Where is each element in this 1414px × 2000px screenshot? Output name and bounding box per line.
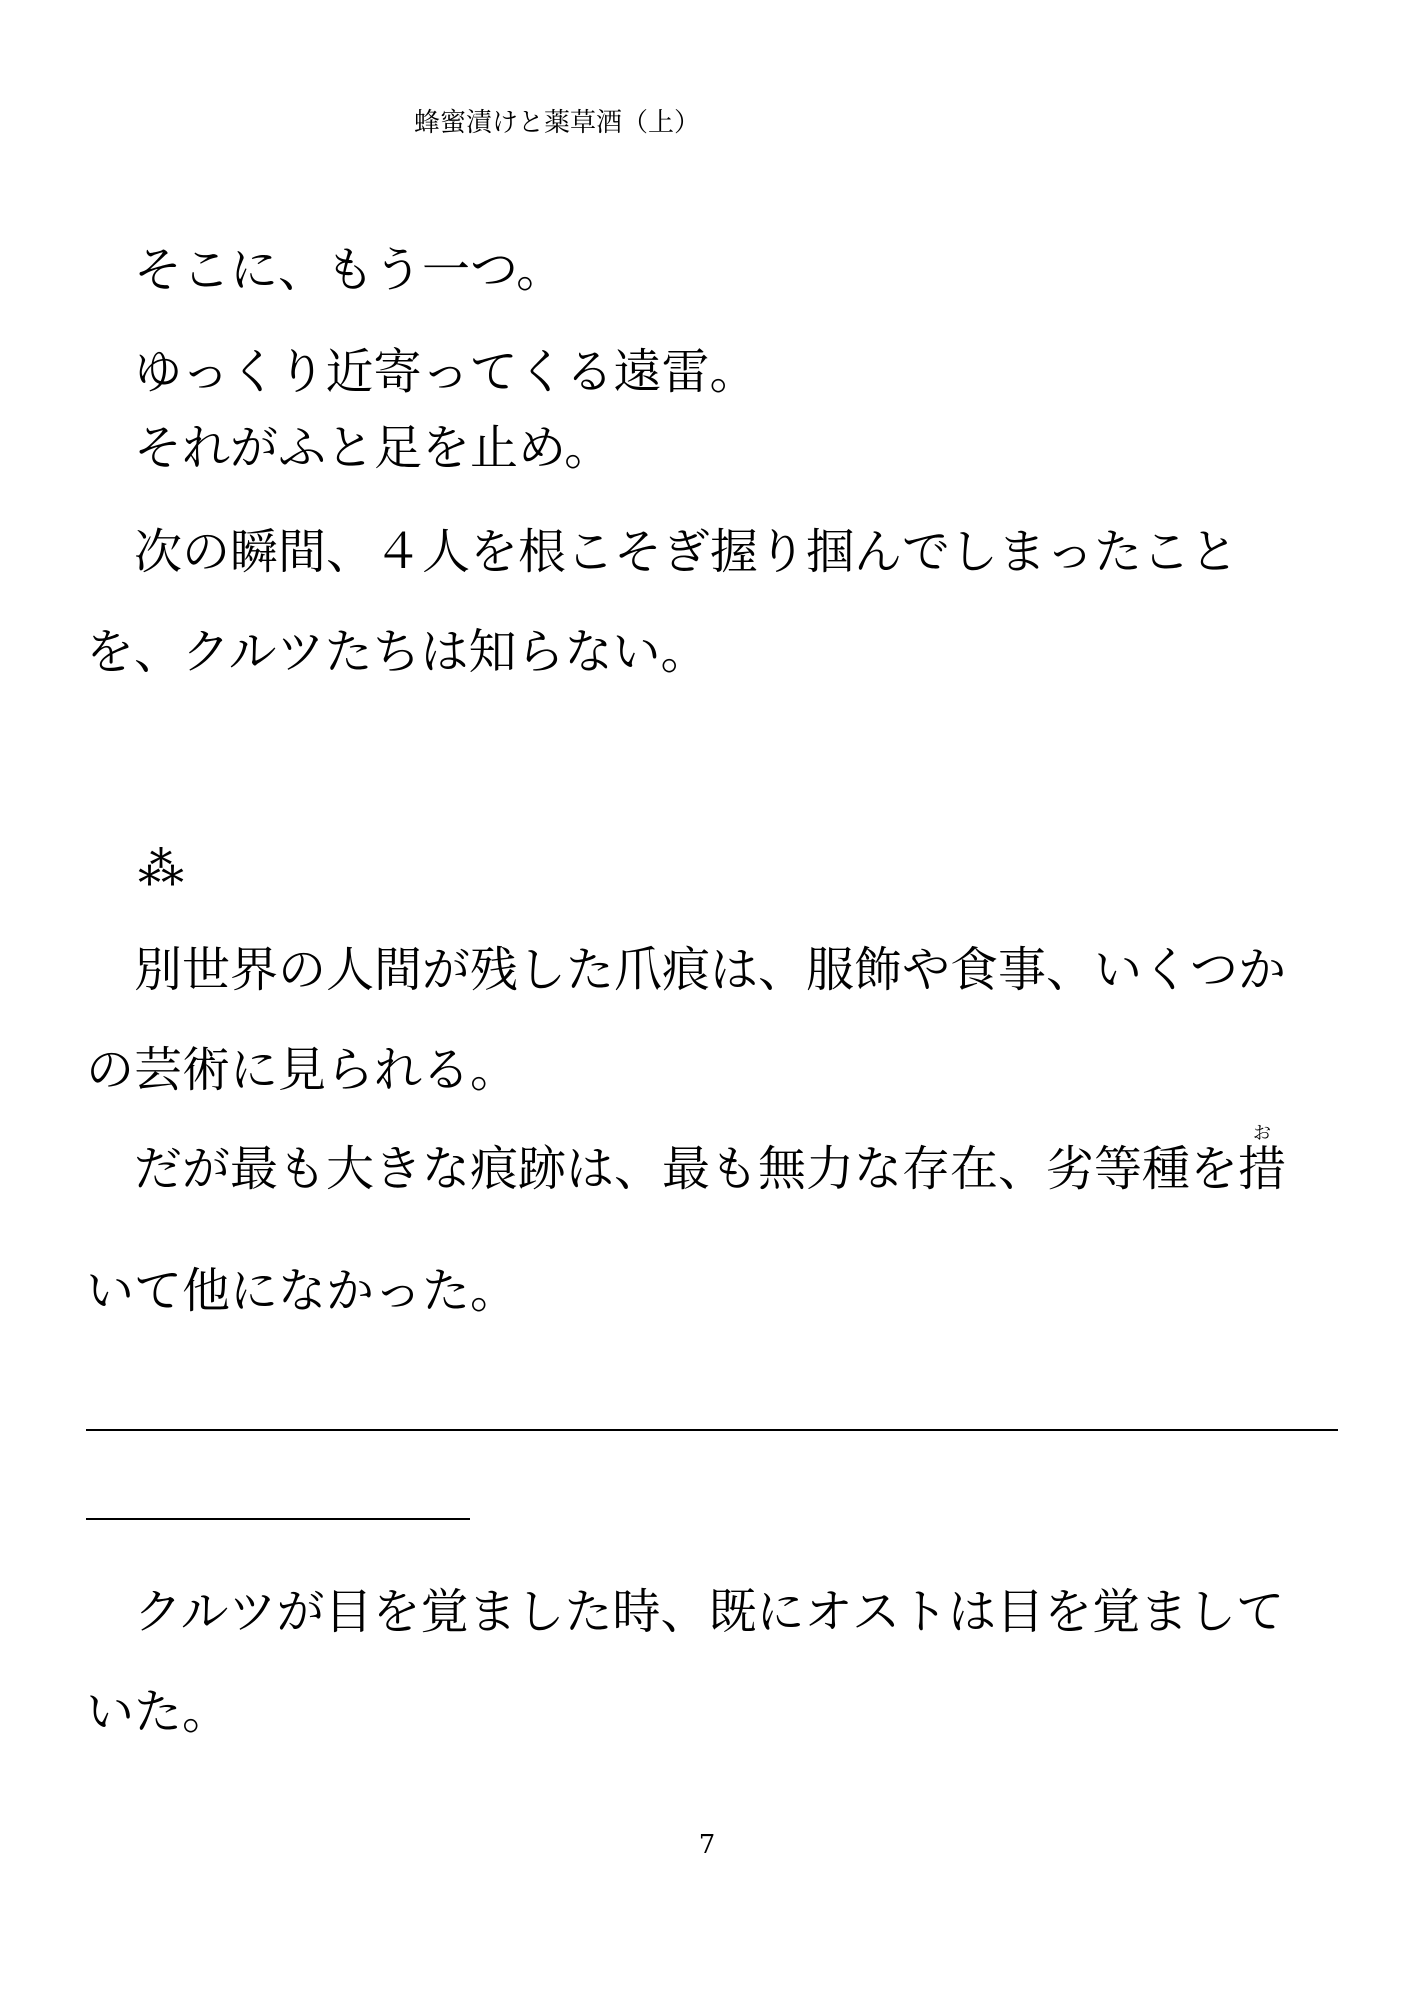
paragraph-5: 別世界の人間が残した爪痕は、服飾や食事、いくつかの芸術に見られる。 [86,942,1287,1098]
paragraph-6-after: いて他になかった。 [86,1263,519,1319]
paragraph-1: そこに、もう一つ。 [134,242,565,298]
paragraph-4: 次の瞬間、４人を根こそぎ握り掴んでしまったことを、クルツたちは知らない。 [86,524,1239,680]
page-number: 7 [698,1830,716,1860]
running-header: 蜂蜜漬けと薬草酒（上） [413,108,700,138]
paragraph-7: クルツが目を覚ました時、既にオストは目を覚ましていた。 [86,1584,1285,1740]
paragraph-6-before: だが最も大きな痕跡は、最も無力な存在、劣等種を [134,1141,1239,1197]
ruby-word [1238,1123,1287,1197]
ruby-reading: お [1238,1123,1287,1144]
paragraph-3: それがふと足を止め。 [134,420,613,476]
horizontal-rule-long [86,1429,1338,1431]
paragraph-2: ゆっくり近寄ってくる遠雷。 [134,344,758,400]
paragraph-6 [86,1108,1326,1352]
ruby-base: 措 [1238,1141,1287,1197]
section-break-asterism: ⁂ [138,841,184,895]
horizontal-rule-short [86,1518,470,1520]
